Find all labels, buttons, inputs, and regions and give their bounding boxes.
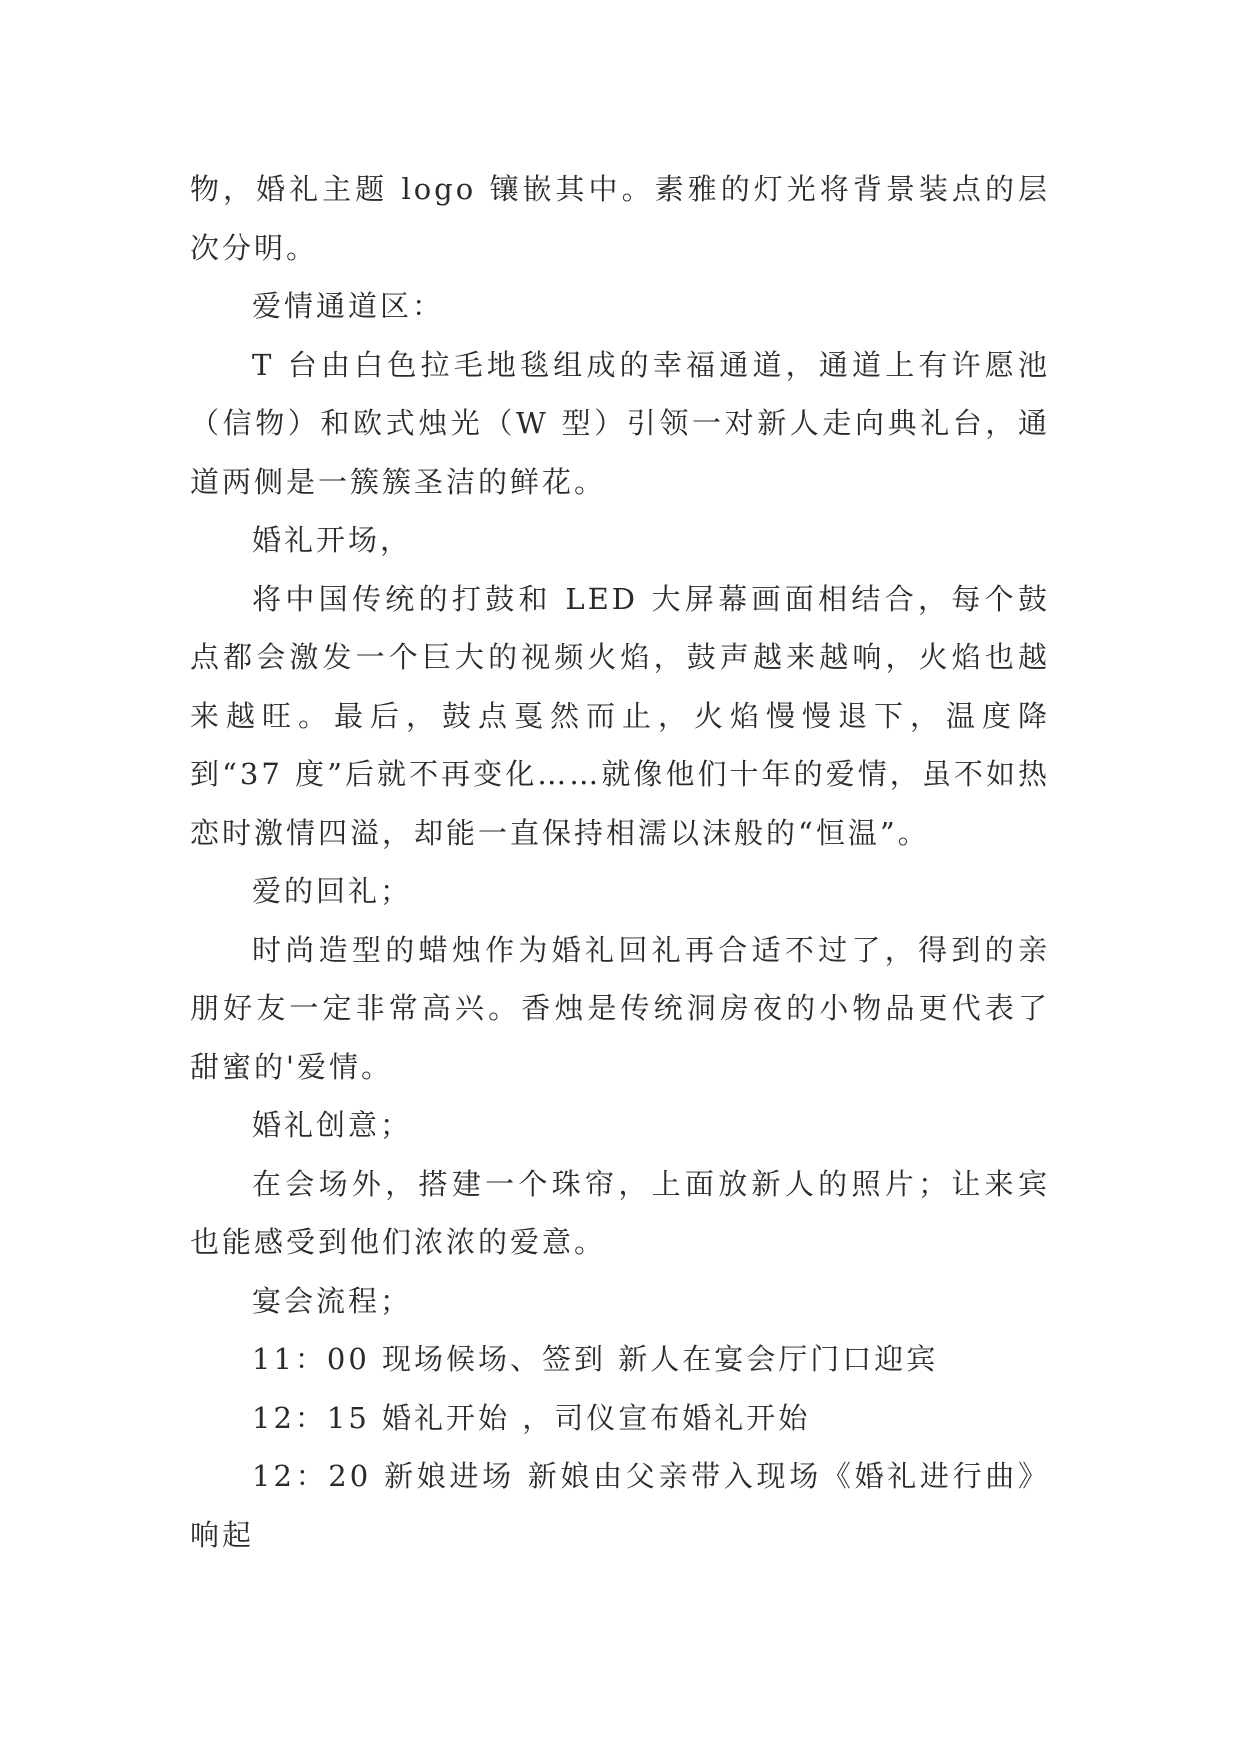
schedule-item-1220: 12：20 新娘进场 新娘由父亲带入现场《婚礼进行曲》响起: [190, 1459, 1050, 1552]
section-heading-banquet-schedule: 宴会流程；: [252, 1283, 413, 1318]
paragraph-return-gift-description: 时尚造型的蜡烛作为婚礼回礼再合适不过了，得到的亲朋好友一定非常高兴。香烛是传统洞房夜的小物品更代表了甜蜜的'爱情。: [190, 932, 1050, 1084]
section-heading-return-gift: 爱的回礼；: [252, 874, 413, 908]
section-heading-love-aisle: 爱情通道区：: [252, 289, 445, 323]
schedule-item-1100: 11：00 现场候场、签到 新人在宴会厅门口迎宾: [252, 1342, 939, 1376]
paragraph-opening-description: 将中国传统的打鼓和 LED 大屏幕画面相结合，每个鼓点都会激发一个巨大的视频火焰，鼓声越来越响，火焰也越来越旺。最后，鼓点戛然而止，火焰慢慢退下，温度降到“37 度”后就不再变化……就像他们十年的爱情，虽不如热恋时激情四溢，却能一直保持相濡以沫般的“恒温”。: [190, 581, 1050, 850]
section-heading-opening: 婚礼开场，: [252, 523, 413, 557]
paragraph-creative-description: 在会场外，搭建一个珠帘，上面放新人的照片；让来宾也能感受到他们浓浓的爱意。: [190, 1166, 1050, 1259]
paragraph-continued: 物，婚礼主题 logo 镶嵌其中。素雅的灯光将背景装点的层次分明。: [190, 172, 1050, 265]
paragraph-aisle-description: T 台由白色拉毛地毯组成的幸福通道，通道上有许愿池（信物）和欧式烛光（W 型）引领一对新人走向典礼台，通道两侧是一簇簇圣洁的鲜花。: [190, 347, 1050, 499]
document-body: [190, 160, 1050, 1564]
schedule-item-1215: 12：15 婚礼开始 ，司仪宣布婚礼开始: [252, 1400, 811, 1435]
section-heading-creative: 婚礼创意；: [252, 1108, 413, 1142]
